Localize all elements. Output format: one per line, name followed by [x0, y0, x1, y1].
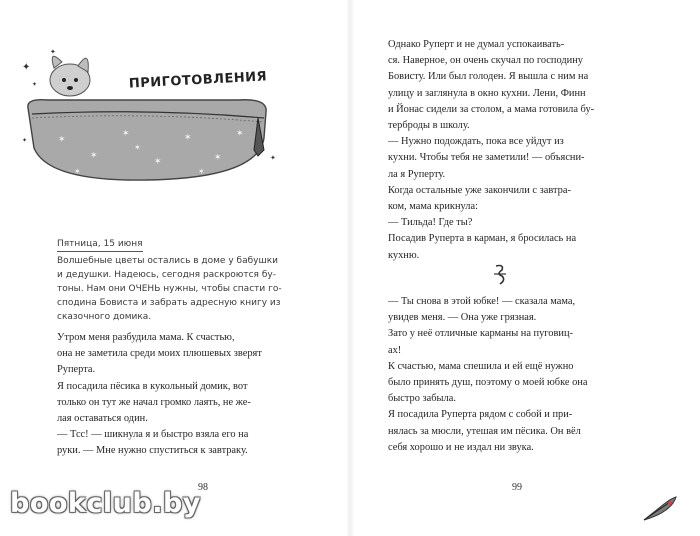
text-line: было принять душ, поэтому о моей юбке она: [388, 377, 588, 389]
svg-text:✶: ✶: [198, 167, 205, 176]
section-ornament: [490, 262, 510, 286]
text-line: ся. Наверное, он очень скучал по господину: [388, 55, 583, 67]
text-line: только он тут же начал громко лаять, не же-: [57, 396, 251, 408]
text-line: Когда остальные уже закончили с завтра-: [388, 184, 571, 196]
page-number-left: 98: [198, 482, 208, 493]
svg-text:✶: ✶: [122, 129, 130, 139]
diary-entry: [57, 237, 312, 324]
svg-text:✶: ✶: [184, 133, 192, 143]
svg-text:✶: ✶: [74, 167, 81, 176]
text-line: ком, мама крикнула:: [388, 201, 478, 213]
page-number-right: 99: [512, 482, 522, 493]
svg-text:✶: ✶: [214, 153, 222, 163]
text-line: Утром меня разбудила мама. К счастью,: [57, 332, 235, 343]
diary-line: сказочного домика.: [57, 312, 152, 322]
text-line: Зато у неё отличные карманы на пуговиц-: [388, 328, 573, 340]
text-line: — Тсс! — шикнула я и быстро взяла его на: [57, 429, 249, 441]
text-line: — Ты снова в этой юбке! — сказала мама,: [388, 296, 576, 307]
text-line: руки. — Мне нужно спуститься к завтраку.: [57, 445, 248, 457]
diary-line: сподина Бовиста и забрать адресную книгу из: [57, 298, 281, 308]
text-line: Руперта.: [57, 364, 96, 376]
text-line: терброды в школу.: [388, 120, 470, 132]
svg-text:✦: ✦: [22, 62, 31, 73]
text-line: лая оставаться один.: [57, 413, 148, 425]
feather-icon: [640, 494, 680, 522]
svg-text:✶: ✶: [236, 129, 244, 139]
diary-line: тоны. Нам они ОЧЕНЬ нужны, чтобы спасти го-: [57, 284, 282, 294]
watermark-logo: bookclub.by: [10, 488, 201, 519]
right-body-text-top: [388, 37, 650, 264]
text-line: К счастью, мама спешила и ей ещё нужно: [388, 360, 574, 372]
text-line: и Йонас сидели за столом, а мама готовила бу-: [388, 103, 595, 115]
text-line: Однако Руперт и не думал успокаивать-: [388, 39, 565, 50]
svg-text:✦: ✦: [50, 48, 56, 56]
diary-line: и дедушки. Надеюсь, сегодня раскроются бу-: [57, 270, 276, 280]
text-line: ла я Руперту.: [388, 168, 446, 180]
text-line: себя хорошо и не издал ни звука.: [388, 441, 534, 453]
svg-text:✶: ✶: [90, 151, 98, 161]
text-line: быстро забыла.: [388, 393, 456, 405]
svg-text:✶: ✶: [134, 143, 141, 152]
text-line: она не заметила среди моих плюшевых зверят: [57, 348, 262, 360]
text-line: Посадив Руперта в карман, я бросилась на: [388, 233, 577, 245]
chapter-title: ПРИГОТОВЛЕНИЯ: [128, 69, 268, 92]
text-line: — Тильда! Где ты?: [388, 217, 473, 229]
diary-date: Пятница, 15 июня: [57, 237, 143, 252]
svg-text:✦: ✦: [22, 137, 28, 144]
svg-text:✶: ✶: [58, 135, 66, 145]
right-body-text-bottom: [388, 294, 650, 456]
svg-text:✦: ✦: [270, 154, 276, 162]
text-line: ах!: [388, 344, 402, 356]
text-line: улицу и заглянула в окно кухни. Лени, Финн: [388, 87, 586, 99]
text-line: Я посадила пёсика в кукольный домик, вот: [57, 380, 248, 392]
chapter-illustration: [18, 38, 288, 188]
text-line: кухни. Чтобы тебя не заметили! — объясни-: [388, 152, 585, 164]
text-line: Бовисту. Или был голоден. Я вышла с ним на: [388, 71, 589, 83]
text-line: Я посадила Руперта рядом с собой и при-: [388, 409, 573, 421]
svg-text:✶: ✶: [154, 157, 162, 167]
diary-line: Волшебные цветы остались в доме у бабушки: [57, 256, 278, 266]
text-line: — Нужно подождать, пока все уйдут из: [388, 136, 564, 148]
text-line: нялась за мюсли, утешая им пёсика. Он вёл: [388, 425, 581, 437]
text-line: кухню.: [388, 249, 420, 261]
text-line: увидев меня. — Она уже грязная.: [388, 312, 537, 324]
svg-text:✦: ✦: [32, 81, 38, 88]
left-body-text: [57, 330, 312, 460]
